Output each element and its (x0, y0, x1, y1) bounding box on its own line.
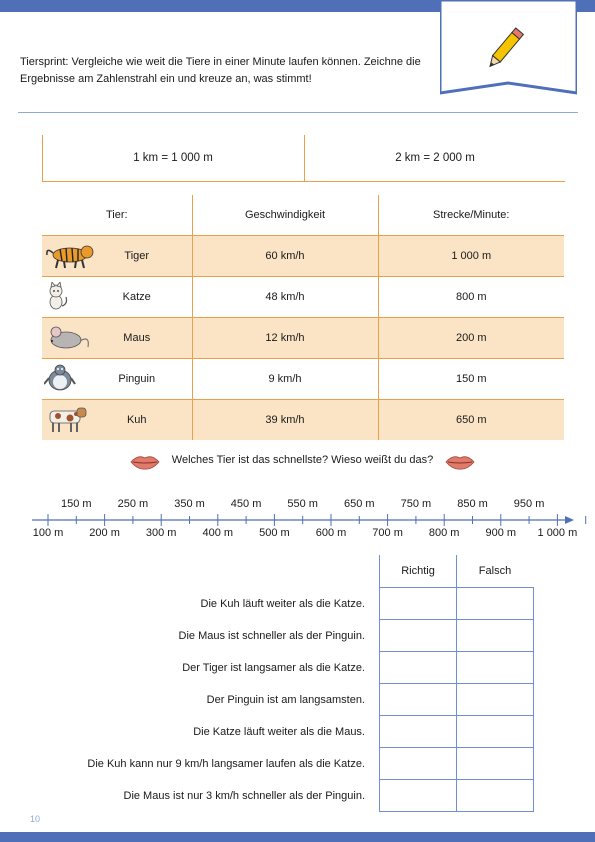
discussion-question (130, 452, 475, 472)
number-line-label-lower: 900 m (485, 527, 517, 539)
header-falsch: Falsch (457, 555, 534, 588)
number-line-label-lower: 200 m (89, 527, 120, 539)
number-line (0, 495, 595, 545)
penguin-icon (44, 364, 96, 392)
statement-text: Die Kuh kann nur 9 km/h langsamer laufen als die Katze. (87, 757, 365, 770)
statement-row (70, 748, 533, 780)
checkbox-richtig[interactable] (380, 620, 457, 652)
statement-row (70, 620, 533, 652)
statement-text: Der Tiger ist langsamer als die Katze. (182, 661, 365, 674)
header-richtig: Richtig (380, 555, 457, 588)
checkbox-richtig[interactable] (380, 748, 457, 780)
distance-value: 1 000 m (378, 236, 564, 277)
speed-value: 39 km/h (192, 400, 378, 441)
checkbox-falsch[interactable] (457, 780, 534, 812)
pencil-banner (440, 0, 577, 96)
checkbox-falsch[interactable] (457, 588, 534, 620)
number-line-label-upper: 250 m (117, 498, 149, 510)
animal-speed-table (42, 195, 564, 440)
statement-text: Die Maus ist schneller als der Pinguin. (178, 629, 365, 642)
statement-text: Die Katze läuft weiter als die Maus. (193, 725, 365, 738)
checkbox-richtig[interactable] (380, 588, 457, 620)
statement-text: Die Kuh läuft weiter als die Katze. (200, 597, 365, 610)
instruction-line-2: Ergebnisse am Zahlenstrahl ein und kreuze an, was stimmt! (20, 73, 312, 85)
table-row-cat (42, 277, 564, 318)
table-row-mouse (42, 318, 564, 359)
divider (18, 112, 578, 113)
number-line-label-upper: 650 m (344, 498, 375, 510)
page-number: 10 (30, 814, 41, 824)
tiger-icon (44, 241, 96, 269)
checkbox-richtig[interactable] (380, 684, 457, 716)
header-speed: Geschwindigkeit (192, 195, 378, 236)
number-line-label-lower: 500 m (259, 527, 290, 539)
number-line-label-lower: 600 m (315, 527, 347, 539)
number-line-label-upper: 750 m (400, 498, 432, 510)
number-line-label-lower: 800 m (428, 527, 460, 539)
animal-name: Maus (123, 332, 151, 344)
number-line-label-lower: 400 m (202, 527, 234, 539)
statement-row (70, 716, 533, 748)
speed-value: 12 km/h (192, 318, 378, 359)
checkbox-richtig[interactable] (380, 716, 457, 748)
checkbox-falsch[interactable] (457, 748, 534, 780)
cow-icon (44, 405, 96, 433)
table-row-tiger (42, 236, 564, 277)
table-row-cow (42, 400, 564, 441)
statement-text: Der Pinguin ist am langsamsten. (206, 693, 365, 706)
speed-value: 48 km/h (192, 277, 378, 318)
statement-row (70, 588, 533, 620)
bottom-bar (0, 832, 595, 842)
distance-value: 650 m (378, 400, 564, 441)
number-line-label-upper: 550 m (287, 498, 318, 510)
distance-value: 200 m (378, 318, 564, 359)
animal-name: Katze (122, 291, 151, 303)
statement-row (70, 684, 533, 716)
instruction-line-1: Tiersprint: Vergleiche wie weit die Tiere in einer Minute laufen können. Zeichne die (20, 56, 421, 68)
header-distance: Strecke/Minute: (378, 195, 564, 236)
cat-icon (44, 282, 96, 310)
conversion-2km: 2 km = 2 000 m (304, 135, 565, 181)
checkbox-falsch[interactable] (457, 684, 534, 716)
number-line-label-upper: 950 m (513, 498, 545, 510)
checkbox-richtig[interactable] (380, 780, 457, 812)
speed-value: 9 km/h (192, 359, 378, 400)
lips-icon (130, 454, 160, 470)
number-line-label-lower: 100 m (32, 527, 64, 539)
number-line-label-lower: 700 m (372, 527, 403, 539)
animal-name: Kuh (126, 414, 147, 426)
number-line-label-upper: 450 m (230, 498, 262, 510)
number-line-label-lower: 300 m (145, 527, 177, 539)
number-line-label-upper: 350 m (174, 498, 205, 510)
lips-icon (445, 454, 475, 470)
statement-row (70, 652, 533, 684)
number-line-label-upper: 150 m (61, 498, 92, 510)
statement-text: Die Maus ist nur 3 km/h schneller als der Pinguin. (123, 789, 365, 802)
question-text: Welches Tier ist das schnellste? Wieso weißt du das? (171, 454, 434, 466)
number-line-label-lower: 1 000 m (537, 527, 578, 539)
table-header-row (42, 195, 564, 236)
check-header-row (70, 555, 533, 588)
true-false-table (70, 555, 534, 812)
task-instructions (20, 54, 430, 88)
distance-value: 800 m (378, 277, 564, 318)
speed-value: 60 km/h (192, 236, 378, 277)
mouse-icon (44, 323, 96, 351)
table-row-penguin (42, 359, 564, 400)
checkbox-richtig[interactable] (380, 652, 457, 684)
conversion-1km: 1 km = 1 000 m (133, 152, 213, 164)
checkbox-falsch[interactable] (457, 620, 534, 652)
animal-name: Pinguin (118, 373, 156, 385)
checkbox-falsch[interactable] (457, 716, 534, 748)
statement-row (70, 780, 533, 812)
checkbox-falsch[interactable] (457, 652, 534, 684)
animal-name: Tiger (124, 250, 150, 262)
conversion-box (42, 135, 565, 182)
distance-value: 150 m (378, 359, 564, 400)
header-animal: Tier: (105, 209, 128, 221)
number-line-label-upper: 850 m (457, 498, 488, 510)
